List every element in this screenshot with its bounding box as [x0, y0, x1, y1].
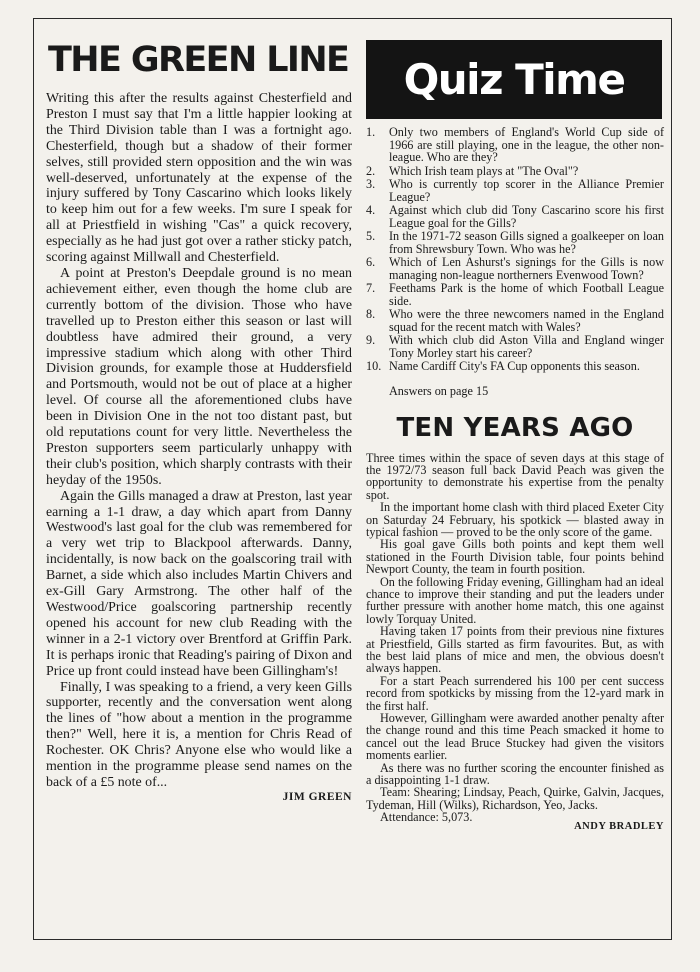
ten-years-ago-paragraph: In the important home clash with third placed Exeter City on Saturday 24 February, his spotkick — blasted away in typical fashion — proved to be the only score of the game. — [366, 500, 664, 539]
green-line-paragraph: Finally, I was speaking to a friend, a very keen Gills supporter, recently and the conversation went along the lines of "how about a mention in the programme then?" Well, here it is, a mention for Chris Read of Rochester. OK Chris? Anyone else who would like a mention in the programme please send names on the back of a £5 note of... — [46, 679, 352, 790]
question-text: Name Cardiff City's FA Cup opponents this season. — [389, 359, 640, 373]
ten-years-ago-paragraph: Attendance: 5,073. — [380, 810, 473, 825]
question-number: 6. — [366, 255, 376, 269]
quiz-question — [366, 282, 664, 307]
quiz-question — [366, 308, 664, 333]
question-text: Feethams Park is the home of which Football League side. — [389, 281, 664, 308]
question-text: With which club did Aston Villa and England winger Tony Morley start his career? — [389, 333, 664, 360]
green-line-author: JIM GREEN — [282, 790, 352, 803]
ten-years-ago-paragraph: Having taken 17 points from their previous nine fixtures at Priestfield, Gills started as firm favourites. But, as with the best laid plans of mice and men, the obvious doesn't always happen. — [366, 624, 664, 676]
green-line-paragraph: Writing this after the results against Chesterfield and Preston I must say that I'm a little happier looking at the Third Division table than I was a fortnight ago. Chesterfield, though but a shadow of their former selves, still provided stern opposition and the win was well-deserved, unfortunately at the expense of the injury suffered by Tony Cascarino which looks likely to keep him out for a few weeks. I'm sure I speak for all at Priestfield in wishing "Cas" a quick recovery, especially as he had just got over a rather sticky patch, scoring against Millwall and Chesterfield. — [46, 91, 352, 266]
question-text: Only two members of England's World Cup side of 1966 are still playing, one in the league, the other non-league. Who are they? — [389, 125, 664, 164]
ten-years-ago-paragraph: As there was no further scoring the encounter finished as a disappointing 1-1 draw. — [366, 760, 664, 788]
quiz-time-title: Quiz Time — [403, 55, 625, 104]
question-number: 4. — [366, 203, 376, 217]
question-number: 1. — [366, 125, 376, 139]
question-number: 5. — [366, 229, 376, 243]
question-text: Which Irish team plays at "The Oval"? — [389, 163, 579, 178]
question-text: Against which club did Tony Cascarino score his first League goal for the Gills? — [389, 203, 664, 230]
ten-years-ago-body — [366, 452, 664, 824]
question-text: In the 1971-72 season Gills signed a goalkeeper on loan from Shrewsbury Town. Who was he? — [389, 229, 664, 256]
question-text: Which of Len Ashurst's signings for the Gills is now managing non-league northerners Evenwood Town? — [389, 255, 664, 282]
answers-note: Answers on page 15 — [389, 383, 489, 398]
quiz-question — [366, 230, 664, 255]
ten-years-ago-paragraph: Three times within the space of seven days at this stage of the 1972/73 season full back David Peach was given the opportunity to demonstrate his expertise from the penalty spot. — [366, 450, 664, 502]
question-text: Who is currently top scorer in the Alliance Premier League? — [389, 177, 664, 204]
quiz-question — [366, 334, 664, 359]
quiz-question — [366, 165, 664, 178]
ten-years-ago-paragraph: For a start Peach surrendered his 100 per cent success record from spotkicks by missing from the 12-yard mark in the first half. — [366, 673, 664, 713]
ten-years-ago-author: ANDY BRADLEY — [574, 820, 664, 832]
green-line-body — [46, 91, 352, 791]
quiz-question — [366, 204, 664, 229]
question-number: 10. — [366, 359, 382, 373]
question-number: 2. — [366, 163, 376, 178]
ten-years-ago-paragraph: His goal gave Gills both points and kept them well stationed in the Fourth Division table, four points behind Newport County, the team in fourth position. — [366, 537, 664, 577]
right-column — [366, 40, 664, 832]
green-line-title: THE GREEN LINE — [48, 40, 349, 80]
quiz-question — [366, 256, 664, 281]
quiz-question-list — [366, 126, 664, 373]
green-line-paragraph: A point at Preston's Deepdale ground is no mean achievement either, even though the home club are currently bottom of the division. Those who have travelled up to Preston either this season or last will doubtless have admired their ground, a very impressive stadium which along with other Third Division grounds, for example those at Huddersfield and Portsmouth, would not be out of place at a higher level. Of course all the aforementioned clubs have been in Division One in the not too distant past, but old reputations count for very little. Nevertheless the Preston supporters seem particularly unhappy with their club's position, which sharply contrasts with their heyday of the 1950s. — [46, 265, 352, 488]
ten-years-ago-paragraph: On the following Friday evening, Gillingham had an ideal chance to improve their standing and put the leaders under further pressure with another home match, this one against lowly Torquay United. — [366, 574, 664, 626]
quiz-question — [366, 178, 664, 203]
ten-years-ago-paragraph: Team: Shearing; Lindsay, Peach, Quirke, Galvin, Jacques, Tydeman, Hill (Wilks), Richardson, Yeo, Jacks. — [366, 785, 664, 812]
quiz-question — [366, 126, 664, 164]
green-line-column — [46, 40, 352, 803]
question-number: 8. — [366, 307, 376, 321]
question-number: 7. — [366, 281, 376, 295]
green-line-paragraph: Again the Gills managed a draw at Preston, last year earning a 1-1 draw, a day which apart from Danny Westwood's last goal for the club was remembered for a very wet trip to Blackpool afterwards. Danny, incidentally, is now back on the goalscoring trail with Barnet, a side which also includes Martin Chivers and ex-Gill Gary Armstrong. The other half of the Westwood/Price goalscoring partnership recently opened his account for new club Reading with the winner in a 2-1 victory over Brentford at Griffin Park. It is perhaps ironic that Reading's pairing of Dixon and Price up front could instead have been Gillingham's! — [46, 488, 352, 679]
ten-years-ago-title: TEN YEARS AGO — [396, 412, 634, 443]
quiz-question — [366, 360, 664, 373]
question-number: 9. — [366, 333, 376, 347]
quiz-time-banner — [366, 40, 662, 119]
question-text: Who were the three newcomers named in the England squad for the recent match with Wales? — [389, 307, 664, 334]
ten-years-ago-paragraph: However, Gillingham were awarded another penalty after the change round and this time Peach smacked it home to cancel out the lead Bruce Stuckey had given the visitors moments earlier. — [366, 711, 664, 763]
question-number: 3. — [366, 177, 376, 191]
